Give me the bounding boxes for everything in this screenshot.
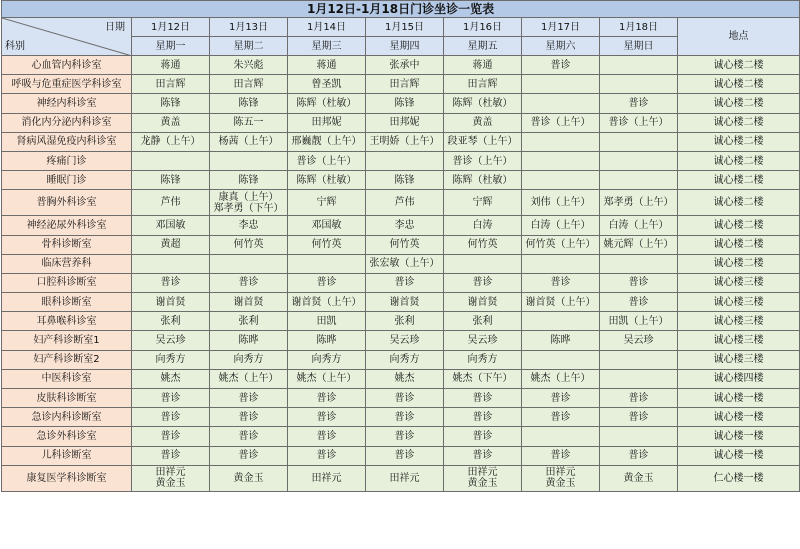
doctor-cell: 黄盖 [444, 113, 522, 132]
doctor-cell: 普诊 [132, 273, 210, 292]
doctor-cell: 吴云珍 [600, 331, 678, 350]
location-cell: 诚心楼三楼 [678, 293, 800, 312]
doctor-cell: 普诊 [132, 446, 210, 465]
doctor-cell: 普诊 [522, 389, 600, 408]
location-cell: 诚心楼一楼 [678, 427, 800, 446]
doctor-cell: 普诊 [522, 56, 600, 75]
doctor-cell: 普诊 [288, 446, 366, 465]
table-row [2, 408, 800, 427]
doctor-cell: 向秀方 [132, 350, 210, 369]
doctor-cell: 陈锋 [366, 171, 444, 190]
doctor-cell: 邓国敏 [132, 216, 210, 235]
doctor-cell [366, 151, 444, 170]
date-header: 1月16日 [444, 18, 522, 37]
doctor-cell: 普诊 [444, 408, 522, 427]
doctor-cell: 陈锋 [132, 171, 210, 190]
doctor-cell: 何竹英（上午） [522, 235, 600, 254]
doctor-cell: 田言辉 [210, 75, 288, 94]
location-cell: 诚心楼二楼 [678, 190, 800, 216]
dept-name-cell: 耳鼻喉科诊室 [2, 312, 132, 331]
date-header: 1月17日 [522, 18, 600, 37]
location-cell: 诚心楼二楼 [678, 216, 800, 235]
table-row [2, 75, 800, 94]
doctor-cell: 宁辉 [444, 190, 522, 216]
doctor-cell: 段亚琴（上午） [444, 132, 522, 151]
doctor-cell: 普诊 [132, 427, 210, 446]
doctor-cell: 陈晔 [288, 331, 366, 350]
location-cell: 诚心楼二楼 [678, 132, 800, 151]
table-row [2, 350, 800, 369]
doctor-cell [522, 171, 600, 190]
doctor-cell [600, 369, 678, 388]
doctor-cell: 何竹英 [444, 235, 522, 254]
doctor-cell: 何竹英 [210, 235, 288, 254]
table-row [2, 465, 800, 491]
table-row [2, 132, 800, 151]
doctor-cell: 黄金玉 [210, 465, 288, 491]
table-row [2, 312, 800, 331]
doctor-cell [600, 171, 678, 190]
location-cell: 诚心楼二楼 [678, 235, 800, 254]
doctor-cell: 陈辉（杜敏） [288, 171, 366, 190]
doctor-cell: 朱兴彪 [210, 56, 288, 75]
doctor-cell: 吴云珍 [366, 331, 444, 350]
doctor-cell: 普诊 [444, 427, 522, 446]
dept-name-cell: 骨科诊断室 [2, 235, 132, 254]
doctor-cell: 张利 [366, 312, 444, 331]
dept-name-cell: 妇产科诊断室2 [2, 350, 132, 369]
dept-name-cell: 神经内科诊室 [2, 94, 132, 113]
doctor-cell: 吴云珍 [444, 331, 522, 350]
corner-header-cell [2, 18, 132, 56]
table-row [2, 369, 800, 388]
dept-name-cell: 神经泌尿外科诊室 [2, 216, 132, 235]
doctor-cell: 李忠 [366, 216, 444, 235]
weekday-header: 星期四 [366, 37, 444, 56]
dept-name-cell: 皮肤科诊断室 [2, 389, 132, 408]
doctor-cell: 刘伟（上午） [522, 190, 600, 216]
doctor-cell: 芦伟 [366, 190, 444, 216]
doctor-cell: 田祥元 黄金玉 [132, 465, 210, 491]
dept-name-cell: 中医科诊室 [2, 369, 132, 388]
table-row [2, 331, 800, 350]
doctor-cell: 姚杰 [366, 369, 444, 388]
doctor-cell: 蒋通 [444, 56, 522, 75]
doctor-cell: 普诊 [210, 389, 288, 408]
location-cell: 诚心楼二楼 [678, 151, 800, 170]
table-row [2, 254, 800, 273]
doctor-cell: 普诊 [288, 408, 366, 427]
doctor-cell: 田祥元 黄金玉 [444, 465, 522, 491]
doctor-cell: 姚杰（上午） [210, 369, 288, 388]
doctor-cell [600, 151, 678, 170]
doctor-cell: 普诊 [366, 408, 444, 427]
doctor-cell: 姚杰（上午） [522, 369, 600, 388]
doctor-cell: 普诊 [600, 446, 678, 465]
location-header: 地点 [678, 18, 800, 56]
dept-name-cell: 急诊外科诊室 [2, 427, 132, 446]
doctor-cell: 白涛（上午） [600, 216, 678, 235]
doctor-cell: 吴云珍 [132, 331, 210, 350]
doctor-cell: 普诊 [600, 408, 678, 427]
date-header: 1月13日 [210, 18, 288, 37]
doctor-cell [132, 151, 210, 170]
doctor-cell: 陈晔 [522, 331, 600, 350]
doctor-cell: 姚杰（上午） [288, 369, 366, 388]
dept-name-cell: 康复医学科诊断室 [2, 465, 132, 491]
doctor-cell: 陈辉（杜敏） [444, 94, 522, 113]
doctor-cell: 普诊 [288, 273, 366, 292]
location-cell: 诚心楼三楼 [678, 331, 800, 350]
date-header: 1月18日 [600, 18, 678, 37]
dept-name-cell: 临床营养科 [2, 254, 132, 273]
doctor-cell: 田邦妮 [288, 113, 366, 132]
table-row [2, 427, 800, 446]
doctor-cell: 普诊 [288, 427, 366, 446]
table-row [2, 94, 800, 113]
location-cell: 诚心楼二楼 [678, 171, 800, 190]
table-row [2, 56, 800, 75]
dept-name-cell: 呼吸与危重症医学科诊室 [2, 75, 132, 94]
doctor-cell: 张承中 [366, 56, 444, 75]
doctor-cell: 谢首贤 [366, 293, 444, 312]
doctor-cell: 李忠 [210, 216, 288, 235]
doctor-cell: 普诊 [210, 446, 288, 465]
doctor-cell: 蒋通 [288, 56, 366, 75]
doctor-cell: 芦伟 [132, 190, 210, 216]
doctor-cell: 普诊 [444, 273, 522, 292]
doctor-cell: 黄盖 [132, 113, 210, 132]
doctor-cell: 陈锋 [210, 171, 288, 190]
corner-date-label: 日期 [105, 22, 125, 33]
doctor-cell: 黄超 [132, 235, 210, 254]
doctor-cell: 普诊 [366, 389, 444, 408]
weekday-header: 星期日 [600, 37, 678, 56]
location-cell: 诚心楼一楼 [678, 446, 800, 465]
doctor-cell: 田凯 [288, 312, 366, 331]
location-cell: 诚心楼一楼 [678, 389, 800, 408]
dept-name-cell: 消化内分泌内科诊室 [2, 113, 132, 132]
doctor-cell: 普诊 [600, 293, 678, 312]
doctor-cell: 向秀方 [210, 350, 288, 369]
dept-name-cell: 肾病风湿免疫内科诊室 [2, 132, 132, 151]
date-header: 1月12日 [132, 18, 210, 37]
doctor-cell: 普诊 [288, 389, 366, 408]
doctor-cell: 邓国敏 [288, 216, 366, 235]
schedule-table [1, 0, 800, 492]
doctor-cell: 姚杰 [132, 369, 210, 388]
location-cell: 诚心楼三楼 [678, 312, 800, 331]
weekday-header: 星期三 [288, 37, 366, 56]
doctor-cell: 谢首贤（上午） [288, 293, 366, 312]
doctor-cell: 普诊（上午） [522, 113, 600, 132]
dept-name-cell: 口腔科诊断室 [2, 273, 132, 292]
table-row [2, 190, 800, 216]
doctor-cell: 田祥元 [288, 465, 366, 491]
doctor-cell [288, 254, 366, 273]
doctor-cell: 白涛（上午） [522, 216, 600, 235]
doctor-cell [600, 254, 678, 273]
doctor-cell [522, 254, 600, 273]
doctor-cell: 王明娇（上午） [366, 132, 444, 151]
doctor-cell: 普诊（上午） [288, 151, 366, 170]
doctor-cell: 田祥元 黄金玉 [522, 465, 600, 491]
location-cell: 诚心楼四楼 [678, 369, 800, 388]
weekday-header: 星期六 [522, 37, 600, 56]
doctor-cell: 普诊 [210, 273, 288, 292]
doctor-cell: 向秀方 [444, 350, 522, 369]
doctor-cell: 黄金玉 [600, 465, 678, 491]
dept-name-cell: 儿科诊断室 [2, 446, 132, 465]
doctor-cell: 田言辉 [444, 75, 522, 94]
dept-name-cell: 普胸外科诊室 [2, 190, 132, 216]
doctor-cell: 向秀方 [288, 350, 366, 369]
doctor-cell: 普诊 [522, 446, 600, 465]
doctor-cell: 普诊 [210, 427, 288, 446]
table-row [2, 293, 800, 312]
doctor-cell: 普诊 [600, 273, 678, 292]
doctor-cell: 陈锋 [132, 94, 210, 113]
doctor-cell: 张利 [210, 312, 288, 331]
doctor-cell: 陈锋 [366, 94, 444, 113]
dept-name-cell: 睡眠门诊 [2, 171, 132, 190]
doctor-cell: 宁辉 [288, 190, 366, 216]
doctor-cell: 普诊（上午） [600, 113, 678, 132]
doctor-cell: 普诊 [132, 389, 210, 408]
location-cell: 诚心楼三楼 [678, 350, 800, 369]
table-row [2, 235, 800, 254]
doctor-cell: 普诊 [522, 273, 600, 292]
doctor-cell: 蒋通 [132, 56, 210, 75]
doctor-cell: 龙静（上午） [132, 132, 210, 151]
doctor-cell: 田言辉 [366, 75, 444, 94]
location-cell: 诚心楼三楼 [678, 273, 800, 292]
dept-name-cell: 妇产科诊断室1 [2, 331, 132, 350]
table-row [2, 446, 800, 465]
location-cell: 诚心楼二楼 [678, 56, 800, 75]
sheet-title: 1月12日-1月18日门诊坐诊一览表 [2, 1, 800, 18]
location-cell: 诚心楼二楼 [678, 75, 800, 94]
location-cell: 仁心楼一楼 [678, 465, 800, 491]
doctor-cell: 田祥元 [366, 465, 444, 491]
doctor-cell: 田言辉 [132, 75, 210, 94]
doctor-cell [600, 56, 678, 75]
location-cell: 诚心楼二楼 [678, 94, 800, 113]
doctor-cell [522, 312, 600, 331]
doctor-cell: 谢首贤 [132, 293, 210, 312]
doctor-cell [600, 427, 678, 446]
doctor-cell: 何竹英 [288, 235, 366, 254]
date-header: 1月14日 [288, 18, 366, 37]
doctor-cell: 普诊 [210, 408, 288, 427]
doctor-cell: 邢巍靓（上午） [288, 132, 366, 151]
doctor-cell [522, 132, 600, 151]
weekday-header: 星期一 [132, 37, 210, 56]
doctor-cell [522, 151, 600, 170]
doctor-cell: 张利 [132, 312, 210, 331]
doctor-cell: 普诊 [366, 273, 444, 292]
doctor-cell: 何竹英 [366, 235, 444, 254]
doctor-cell: 田凯（上午） [600, 312, 678, 331]
doctor-cell [522, 350, 600, 369]
doctor-cell: 谢首贤（上午） [522, 293, 600, 312]
dept-name-cell: 心血管内科诊室 [2, 56, 132, 75]
table-row [2, 273, 800, 292]
doctor-cell: 曾圣凯 [288, 75, 366, 94]
doctor-cell [522, 75, 600, 94]
doctor-cell: 谢首贤 [444, 293, 522, 312]
doctor-cell: 陈晔 [210, 331, 288, 350]
dept-name-cell: 急诊内科诊断室 [2, 408, 132, 427]
doctor-cell: 陈锋 [210, 94, 288, 113]
doctor-cell: 普诊 [600, 389, 678, 408]
dept-name-cell: 眼科诊断室 [2, 293, 132, 312]
doctor-cell [522, 427, 600, 446]
doctor-cell [600, 350, 678, 369]
schedule-sheet [1, 0, 799, 492]
doctor-cell [210, 254, 288, 273]
doctor-cell [210, 151, 288, 170]
doctor-cell [600, 75, 678, 94]
doctor-cell: 姚元辉（上午） [600, 235, 678, 254]
location-cell: 诚心楼二楼 [678, 113, 800, 132]
table-row [2, 389, 800, 408]
weekday-header: 星期二 [210, 37, 288, 56]
doctor-cell: 普诊 [522, 408, 600, 427]
doctor-cell [444, 254, 522, 273]
doctor-cell: 田邦妮 [366, 113, 444, 132]
doctor-cell: 白涛 [444, 216, 522, 235]
doctor-cell: 姚杰（下午） [444, 369, 522, 388]
doctor-cell: 郑孝勇（上午） [600, 190, 678, 216]
doctor-cell: 普诊（上午） [444, 151, 522, 170]
location-cell: 诚心楼二楼 [678, 254, 800, 273]
doctor-cell: 谢首贤 [210, 293, 288, 312]
corner-dept-label: 科别 [5, 41, 25, 52]
doctor-cell [522, 94, 600, 113]
doctor-cell: 向秀方 [366, 350, 444, 369]
table-row [2, 216, 800, 235]
table-row [2, 151, 800, 170]
date-header: 1月15日 [366, 18, 444, 37]
doctor-cell: 康真（上午） 郑孝勇（下午） [210, 190, 288, 216]
table-row [2, 113, 800, 132]
doctor-cell: 普诊 [366, 446, 444, 465]
doctor-cell: 陈辉（杜敏） [444, 171, 522, 190]
doctor-cell: 普诊 [366, 427, 444, 446]
doctor-cell: 陈辉（杜敏） [288, 94, 366, 113]
doctor-cell: 张宏敏（上午） [366, 254, 444, 273]
doctor-cell: 普诊 [444, 446, 522, 465]
weekday-header: 星期五 [444, 37, 522, 56]
doctor-cell: 张利 [444, 312, 522, 331]
dept-name-cell: 疼痛门诊 [2, 151, 132, 170]
doctor-cell: 普诊 [132, 408, 210, 427]
doctor-cell: 陈五一 [210, 113, 288, 132]
table-row [2, 171, 800, 190]
doctor-cell: 杨茜（上午） [210, 132, 288, 151]
doctor-cell [132, 254, 210, 273]
doctor-cell: 普诊 [444, 389, 522, 408]
location-cell: 诚心楼一楼 [678, 408, 800, 427]
doctor-cell: 普诊 [600, 94, 678, 113]
doctor-cell [600, 132, 678, 151]
